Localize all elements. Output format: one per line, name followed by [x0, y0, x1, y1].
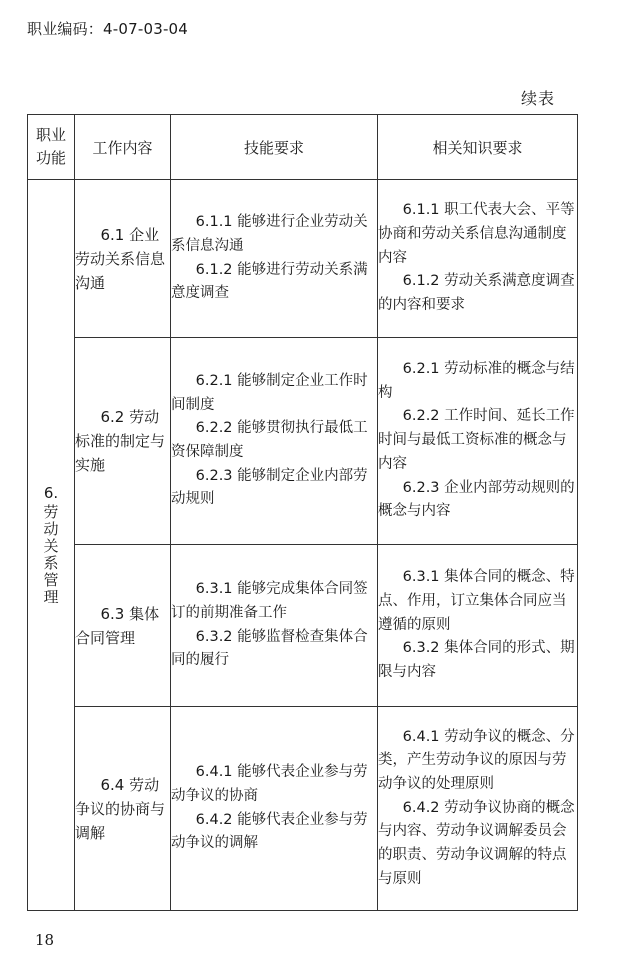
occupation-code: 职业编码：4-07-03-04	[27, 20, 189, 38]
skills-table	[27, 114, 578, 911]
function-number: 6.	[43, 483, 59, 502]
work-content	[75, 338, 171, 545]
header-function-label: 职业功能	[35, 126, 66, 167]
knowledge-item: 6.1.1 职工代表大会、平等协商和劳动关系信息沟通制度内容	[378, 202, 575, 266]
knowledge-cell	[378, 707, 578, 911]
skill-item: 6.3.2 能够监督检查集体合同的履行	[171, 628, 368, 669]
knowledge-item: 6.1.2 劳动关系满意度调查的内容和要求	[378, 273, 575, 314]
knowledge-item: 6.3.1 集体合同的概念、特点、作用，订立集体合同应当遵循的原则	[378, 569, 575, 633]
work-content-text: 6.2 劳动标准的制定与实施	[75, 408, 166, 474]
table-header-row	[28, 115, 578, 180]
table-row	[28, 707, 578, 911]
work-content-text: 6.3 集体合同管理	[75, 604, 160, 647]
skill-item: 6.2.1 能够制定企业工作时间制度	[171, 372, 368, 413]
knowledge-item: 6.2.1 劳动标准的概念与结构	[378, 361, 575, 401]
knowledge-item: 6.2.2 工作时间、延长工作时间与最低工资标准的概念与内容	[378, 408, 575, 472]
page-number: 18	[35, 931, 55, 949]
work-content	[75, 707, 171, 911]
function-cell	[28, 180, 75, 911]
knowledge-item: 6.4.2 劳动争议协商的概念与内容、劳动争议调解委员会的职责、劳动争议调解的特点与原则	[378, 799, 575, 887]
knowledge-cell	[378, 180, 578, 338]
skill-item: 6.1.2 能够进行劳动关系满意度调查	[171, 261, 368, 302]
skills-cell	[171, 545, 378, 707]
continued-label: 续表	[521, 89, 556, 108]
skill-item: 6.2.3 能够制定企业内部劳动规则	[171, 467, 368, 508]
knowledge-cell	[378, 338, 578, 545]
knowledge-item: 6.3.2 集体合同的形式、期限与内容	[378, 640, 575, 681]
work-content-text: 6.1 企业劳动关系信息沟通	[75, 225, 166, 292]
skill-item: 6.4.2 能够代表企业参与劳动争议的调解	[171, 811, 368, 852]
skills-cell	[171, 707, 378, 911]
knowledge-cell	[378, 545, 578, 707]
skill-item: 6.1.1 能够进行企业劳动关系信息沟通	[171, 214, 368, 254]
work-content	[75, 180, 171, 338]
knowledge-item: 6.4.1 劳动争议的概念、分类，产生劳动争议的原因与劳动争议的处理原则	[378, 728, 575, 792]
knowledge-item: 6.2.3 企业内部劳动规则的概念与内容	[378, 479, 575, 520]
skill-item: 6.4.1 能够代表企业参与劳动争议的协商	[171, 764, 368, 804]
work-content-text: 6.4 劳动争议的协商与调解	[75, 775, 166, 842]
skill-item: 6.3.1 能够完成集体合同签订的前期准备工作	[171, 581, 368, 621]
header-knowledge: 相关知识要求	[378, 115, 578, 180]
function-name: 劳动关系管理	[43, 502, 59, 606]
skills-cell	[171, 180, 378, 338]
header-skills: 技能要求	[171, 115, 378, 180]
table-row	[28, 338, 578, 545]
header-content: 工作内容	[75, 115, 171, 180]
table-row	[28, 545, 578, 707]
table-row	[28, 180, 578, 338]
header-function	[28, 115, 75, 180]
skill-item: 6.2.2 能够贯彻执行最低工资保障制度	[171, 420, 368, 460]
skills-cell	[171, 338, 378, 545]
work-content	[75, 545, 171, 707]
